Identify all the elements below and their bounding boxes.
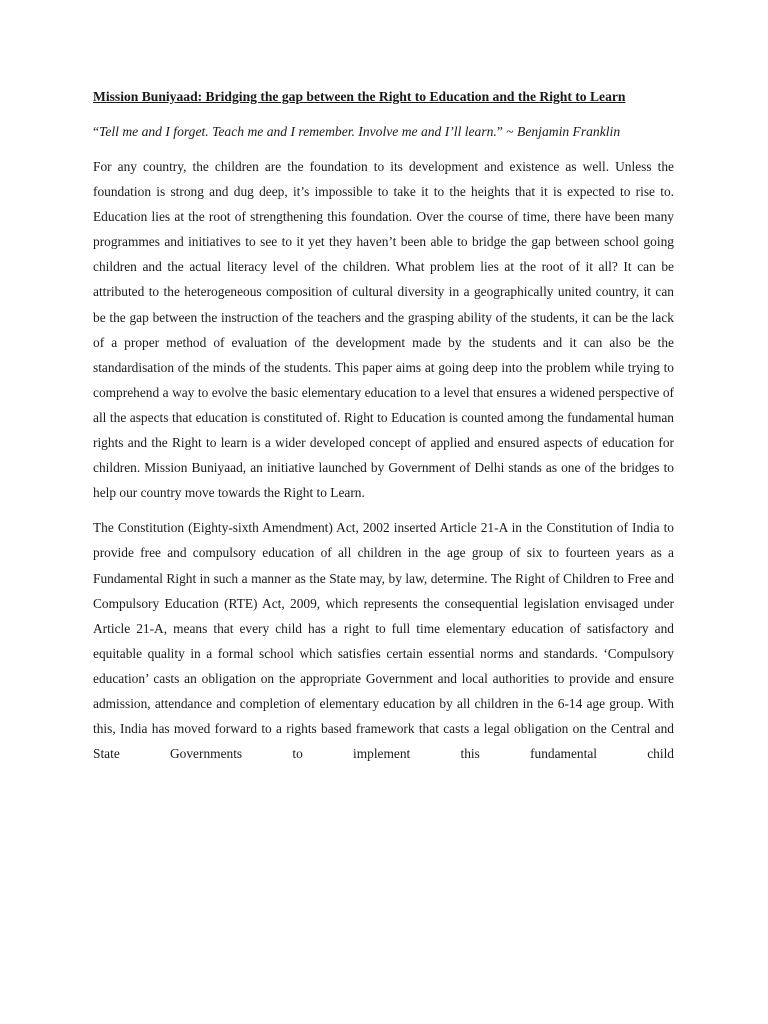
quote-open-mark: “ (93, 124, 100, 139)
quote-author: Benjamin Franklin (517, 124, 621, 139)
quote-separator: ~ (502, 124, 518, 139)
quote-text: Tell me and I forget. Teach me and I remember. Involve me and I’ll learn. (99, 124, 497, 139)
body-paragraph-1: For any country, the children are the foundation to its development and existence as well. Unless the foundation is strong and dug deep, it’s impossible to take it to the heights that it is expected to rise to. Education lies at the root of strengthening this foundation. Over the course of time, there have been many programmes and initiatives to see to it yet they haven’t been able to bridge the gap between school going children and the actual literacy level of the children. What problem lies at the root of it all? It can be attributed to the heterogeneous composition of cultural diversity in a geographically united country, it can be the gap between the instruction of the teachers and the grasping ability of the students, it can be the lack of a proper method of evaluation of the development made by the students and it can also be the standardisation of the minds of the students. This paper aims at going deep into the problem while trying to comprehend a way to evolve the basic elementary education to a level that ensures a widened perspective of all the aspects that education is constituted of. Right to Education is counted among the fundamental human rights and the Right to learn is a wider developed concept of applied and ensured aspects of education for children. Mission Buniyaad, an initiative launched by Government of Delhi stands as one of the bridges to help our country move towards the Right to Learn. (93, 159, 674, 501)
quote-close-mark: ” (496, 124, 503, 139)
document-title: Mission Buniyaad: Bridging the gap between the Right to Education and the Right to Learn (93, 89, 626, 104)
epigraph-quote (93, 119, 674, 144)
body-paragraph-2: The Constitution (Eighty-sixth Amendment) Act, 2002 inserted Article 21-A in the Constitution of India to provide free and compulsory education of all children in the age group of six to fourteen years as a Fundamental Right in such a manner as the State may, by law, determine. The Right of Children to Free and Compulsory Education (RTE) Act, 2009, which represents the consequential legislation envisaged under Article 21-A, means that every child has a right to full time elementary education of satisfactory and equitable quality in a formal school which satisfies certain essential norms and standards. ‘Compulsory education’ casts an obligation on the appropriate Government and local authorities to provide and ensure admission, attendance and completion of elementary education by all children in the 6-14 age group. With this, India has moved forward to a rights based framework that casts a legal obligation on the Central and State Governments to implement this fundamental child (93, 520, 674, 762)
document-page (93, 84, 674, 776)
